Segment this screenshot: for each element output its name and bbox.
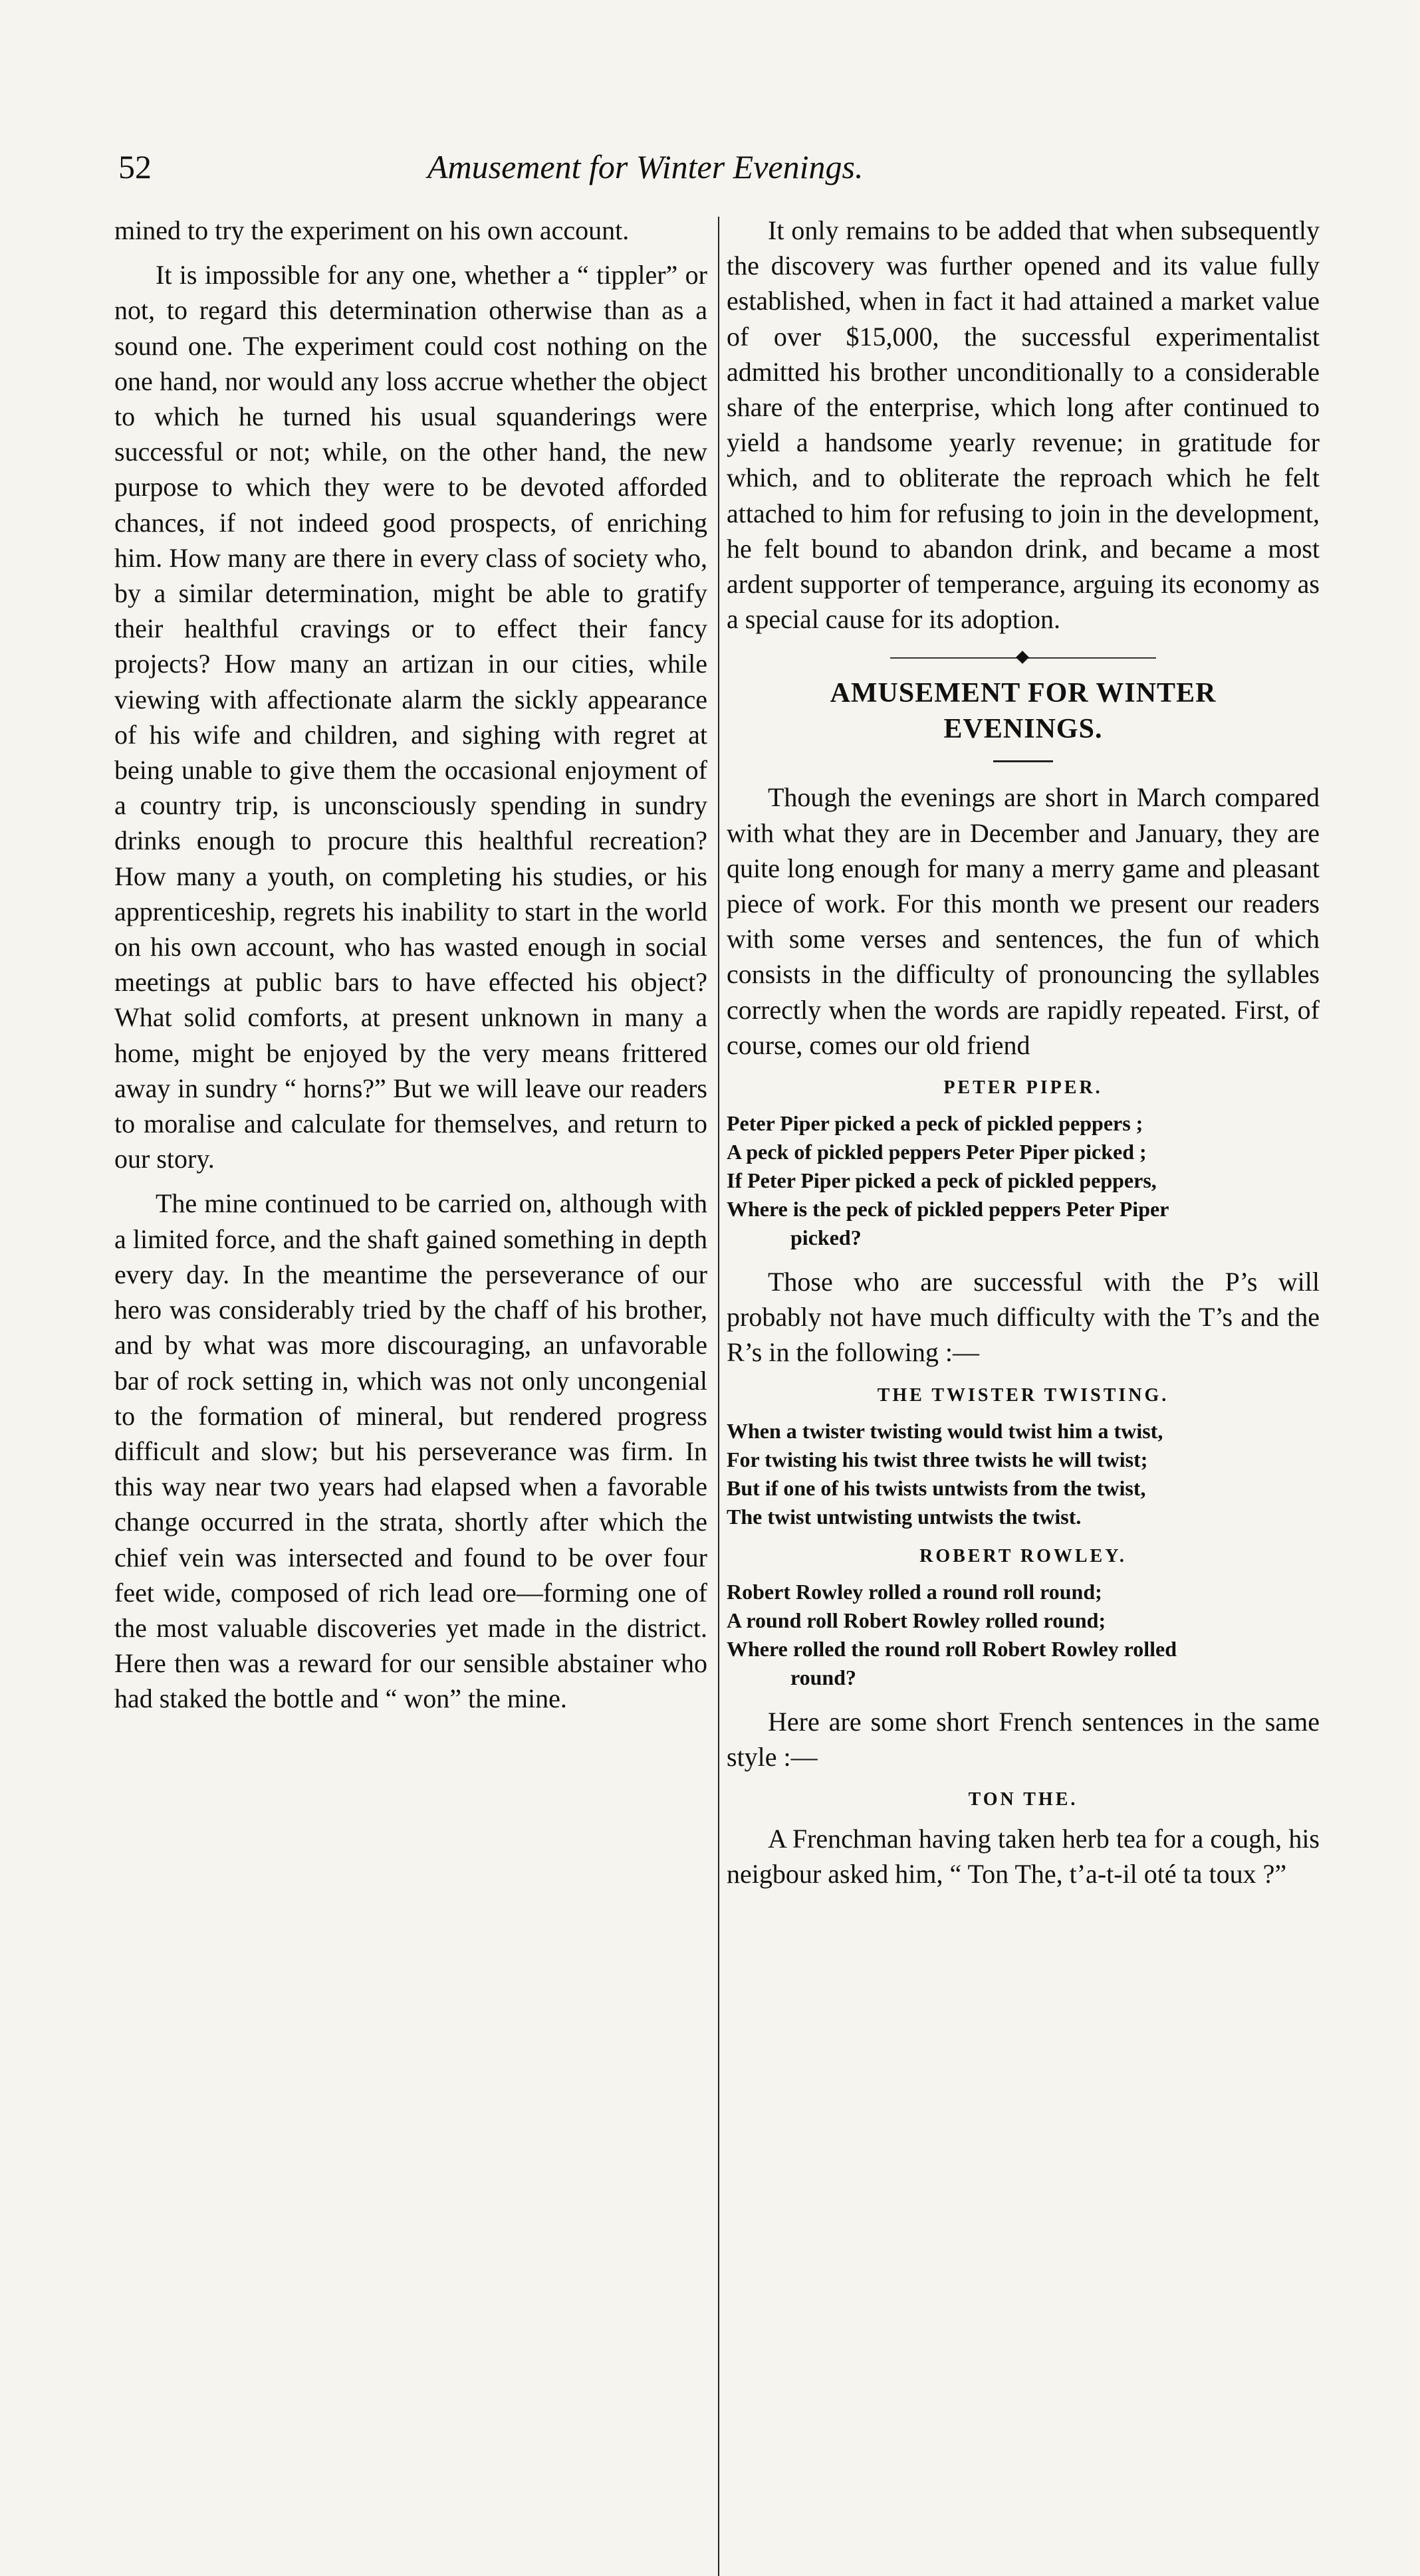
- paragraph-ton-the: A Frenchman having taken herb tea for a cough, his neigbour asked him, “ Ton The, t’a-t-il oté ta toux ?”: [727, 1824, 1320, 1889]
- verse-line: The twist untwisting untwists the twist.: [727, 1504, 1082, 1529]
- page-number: 52: [118, 148, 152, 185]
- verse-line: But if one of his twists untwists from the twist,: [727, 1475, 1146, 1500]
- verse-line: Where is the peck of pickled peppers Peter Piper: [727, 1197, 1169, 1222]
- verse-line: round?: [790, 1665, 857, 1689]
- verse-line: A peck of pickled peppers Peter Piper picked ;: [727, 1140, 1147, 1164]
- verse-line: Peter Piper picked a peck of pickled peppers ;: [727, 1111, 1143, 1136]
- verse-line: When a twister twisting would twist him a twist,: [727, 1418, 1163, 1443]
- verse-line: picked?: [790, 1226, 862, 1250]
- paragraph-conclusion: It only remains to be added that when subsequently the discovery was further opened and its value fully established, when in fact it had attained a market value of over $15,000, the successful experimentalist admitted his brother unconditionally to a considerable share of the enterprise, which long after continued to yield a handsome yearly revenue; in gratitude for which, and to obliterate the reproach which he felt attached to him for refusing to join in the development, he felt bound to abandon drink, and became a most ardent supporter of temperance, arguing its economy as a special cause for its adoption.: [727, 215, 1320, 635]
- verse-line: Where rolled the round roll Robert Rowley rolled: [727, 1636, 1177, 1661]
- verse-line: A round roll Robert Rowley rolled round;: [727, 1608, 1106, 1632]
- section-title-line-2: EVENINGS.: [943, 714, 1103, 745]
- left-column: [114, 213, 707, 1717]
- paragraph-intro: Though the evenings are short in March compared with what they are in December and January, they are quite long enough for many a merry game and pleasant piece of work. For this month we present our readers with some verses and sentences, the fun of which consists in the difficulty of pronouncing the syllables correctly when the words are rapidly repeated. First, of course, comes our old friend: [727, 782, 1320, 1060]
- verse-title-twister: THE TWISTER TWISTING.: [877, 1384, 1169, 1406]
- title-rule: [993, 760, 1053, 762]
- verse-twister: [727, 1417, 1320, 1531]
- verse-line: If Peter Piper picked a peck of pickled peppers,: [727, 1168, 1157, 1193]
- paragraph-determination: It is impossible for any one, whether a “ tippler” or not, to regard this determination otherwise than as a sound one. The experiment could cost nothing on the one hand, nor would any loss accrue whether the object to which he turned his usual squanderings were successful or not; while, on the other hand, the new purpose to which they were to be devoted afforded chances, if not indeed good prospects, of enriching him. How many are there in every class of society who, by a similar determination, might be able to gratify their healthful cravings or to effect their fancy projects? How many an artizan in our cities, while viewing with affectionate alarm the sickly appearance of his wife and children, and sighing with regret at being unable to give them the occasional enjoyment of a country trip, is unconsciously spending in sundry drinks enough to procure this healthful recreation? How many a youth, on completing his studies, or his apprenticeship, regrets his inability to start in the world on his own account, who has wasted enough in social meetings at public bars to have effected his object? What solid comforts, at present unknown in many a home, might be enjoyed by the very means frittered away in sundry “ horns?” But we will leave our readers to moralise and calculate for themselves, and return to our story.: [114, 260, 707, 1174]
- paragraph-between-2: Here are some short French sentences in the same style :—: [727, 1706, 1320, 1772]
- verse-peter-piper: [727, 1109, 1320, 1252]
- verse-line: For twisting his twist three twists he will twist;: [727, 1447, 1148, 1471]
- section-ornament: [890, 657, 1156, 659]
- verse-title-ton-the: TON THE.: [968, 1789, 1078, 1810]
- section-title: [727, 675, 1320, 747]
- verse-title-peter-piper: PETER PIPER.: [943, 1077, 1103, 1099]
- paragraph-between-1: Those who are successful with the P’s will probably not have much difficulty with the T’s and the R’s in the following :—: [727, 1267, 1320, 1368]
- section-title-line-1: AMUSEMENT FOR WINTER: [830, 678, 1217, 709]
- paragraph-mine: The mine continued to be carried on, although with a limited force, and the shaft gained something in depth every day. In the meantime the perseverance of our hero was considerably tried by the chaff of his brother, and by what was more discouraging, an unfavorable bar of rock setting in, which was not only uncongenial to the formation of mineral, but rendered progress difficult and slow; but his perseverance was firm. In this way near two years had elapsed when a favorable change occurred in the strata, shortly after which the chief vein was intersected and found to be over four feet wide, composed of rich lead ore—forming one of the most valuable discoveries yet made in the district. Here then was a reward for our sensible abstainer who had staked the bottle and “ won” the mine.: [114, 1188, 707, 1714]
- running-title: Amusement for Winter Evenings.: [427, 148, 864, 185]
- right-column: [727, 213, 1320, 1891]
- column-divider: [718, 217, 719, 2576]
- page-header: [118, 148, 1315, 207]
- verse-rowley: [727, 1578, 1320, 1692]
- paragraph-continuation: mined to try the experiment on his own account.: [114, 215, 630, 245]
- verse-line: Robert Rowley rolled a round roll round;: [727, 1579, 1102, 1604]
- verse-title-rowley: ROBERT ROWLEY.: [919, 1545, 1127, 1566]
